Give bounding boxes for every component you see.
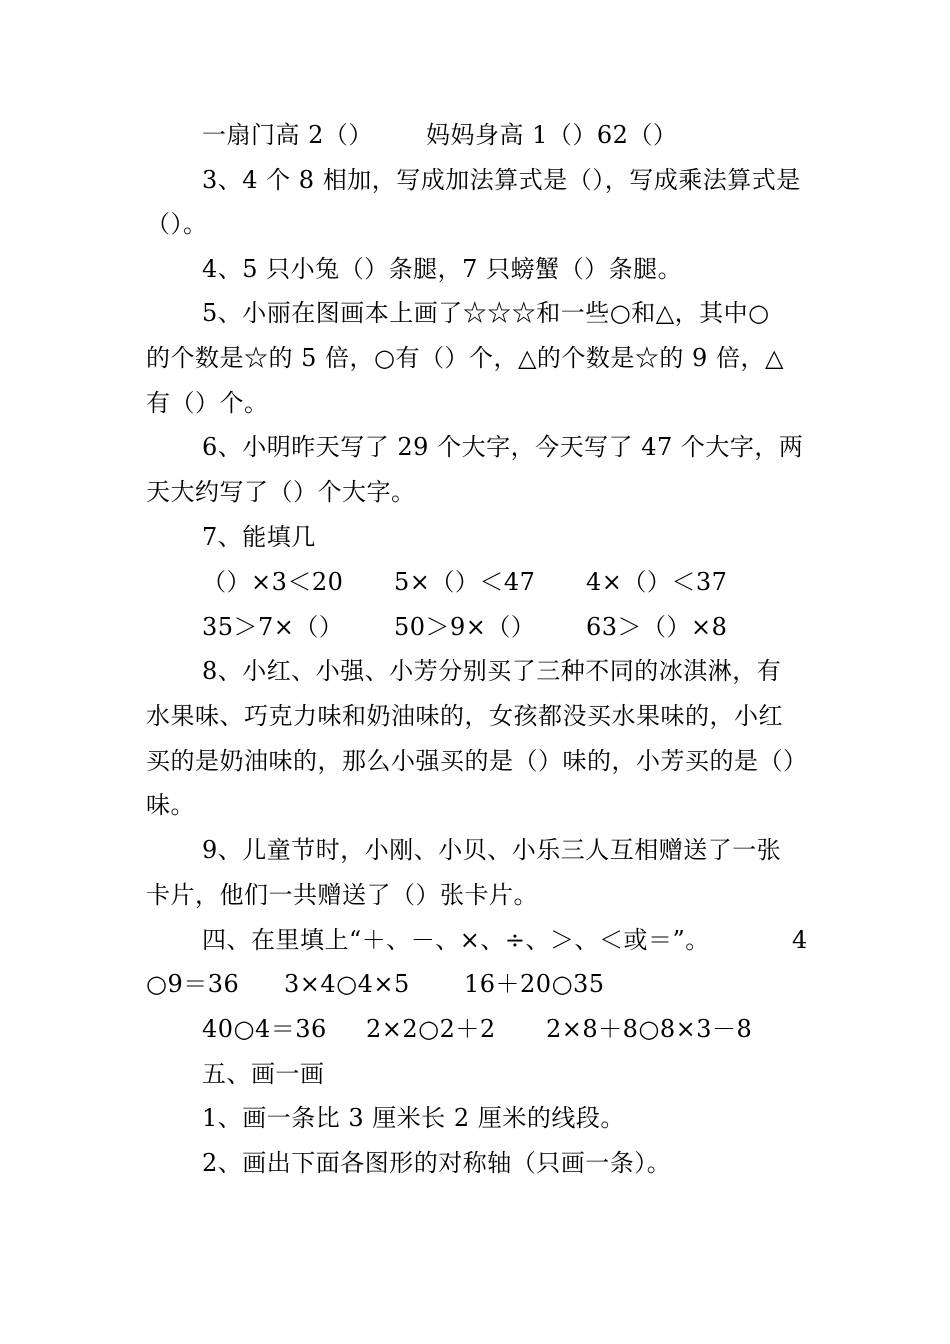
section-5-title: 五、画一画 xyxy=(202,1060,325,1088)
section-4-item-4: 40○4＝36 xyxy=(202,1015,327,1043)
question-7-item-5: 50＞9×（） xyxy=(394,613,536,641)
section-4-item-1-end: ○9＝36 xyxy=(146,970,240,998)
question-7-item-3: 4×（）＜37 xyxy=(586,568,728,596)
question-8-line-1: 8、小红、小强、小芳分别买了三种不同的冰淇淋，有 xyxy=(202,657,782,685)
question-7-item-6: 63＞（）×8 xyxy=(586,613,728,641)
question-7-item-1: （）×3＜20 xyxy=(202,568,344,596)
question-8-line-4: 味。 xyxy=(146,791,195,819)
question-7-item-2: 5×（）＜47 xyxy=(394,568,536,596)
question-5-line-2: 的个数是☆的 5 倍，○有（）个，△的个数是☆的 9 倍，△ xyxy=(146,344,784,372)
question-6-line-2: 天大约写了（）个大字。 xyxy=(146,478,416,506)
section-4-item-3: 16＋20○35 xyxy=(464,970,605,998)
question-8-line-2: 水果味、巧克力味和奶油味的，女孩都没买水果味的，小红 xyxy=(146,702,783,730)
section-4-title: 四、在里填上“＋、－、×、÷、＞、＜或＝”。 xyxy=(202,926,710,954)
question-7-title: 7、能填几 xyxy=(202,523,316,551)
section-4-item-2: 3×4○4×5 xyxy=(284,970,410,998)
question-3-line-1: 3、4 个 8 相加，写成加法算式是（），写成乘法算式是 xyxy=(202,166,801,194)
question-6-line-1: 6、小明昨天写了 29 个大字，今天写了 47 个大字，两 xyxy=(202,433,804,461)
question-9-line-2: 卡片，他们一共赠送了（）张卡片。 xyxy=(146,881,538,909)
question-4: 4、5 只小兔（）条腿，7 只螃蟹（）条腿。 xyxy=(202,255,683,283)
question-3-line-2: （）。 xyxy=(146,210,208,238)
section-5-item-2: 2、画出下面各图形的对称轴（只画一条）。 xyxy=(202,1149,672,1177)
question-9-line-1: 9、儿童节时，小刚、小贝、小乐三人互相赠送了一张 xyxy=(202,836,782,864)
line-door-height: 一扇门高 2（） xyxy=(202,121,373,149)
section-4-item-6: 2×8＋8○8×3－8 xyxy=(546,1015,753,1043)
section-4-item-5: 2×2○2＋2 xyxy=(366,1015,496,1043)
question-5-line-3: 有（）个。 xyxy=(146,389,269,417)
section-4-item-1-start: 4 xyxy=(792,926,808,954)
line-mom-height: 妈妈身高 1（）62（） xyxy=(426,121,678,149)
question-7-item-4: 35＞7×（） xyxy=(202,613,344,641)
question-5-line-1: 5、小丽在图画本上画了☆☆☆和一些○和△，其中○ xyxy=(202,299,770,327)
question-8-line-3: 买的是奶油味的，那么小强买的是（）味的，小芳买的是（） xyxy=(146,747,808,775)
section-5-item-1: 1、画一条比 3 厘米长 2 厘米的线段。 xyxy=(202,1104,625,1132)
